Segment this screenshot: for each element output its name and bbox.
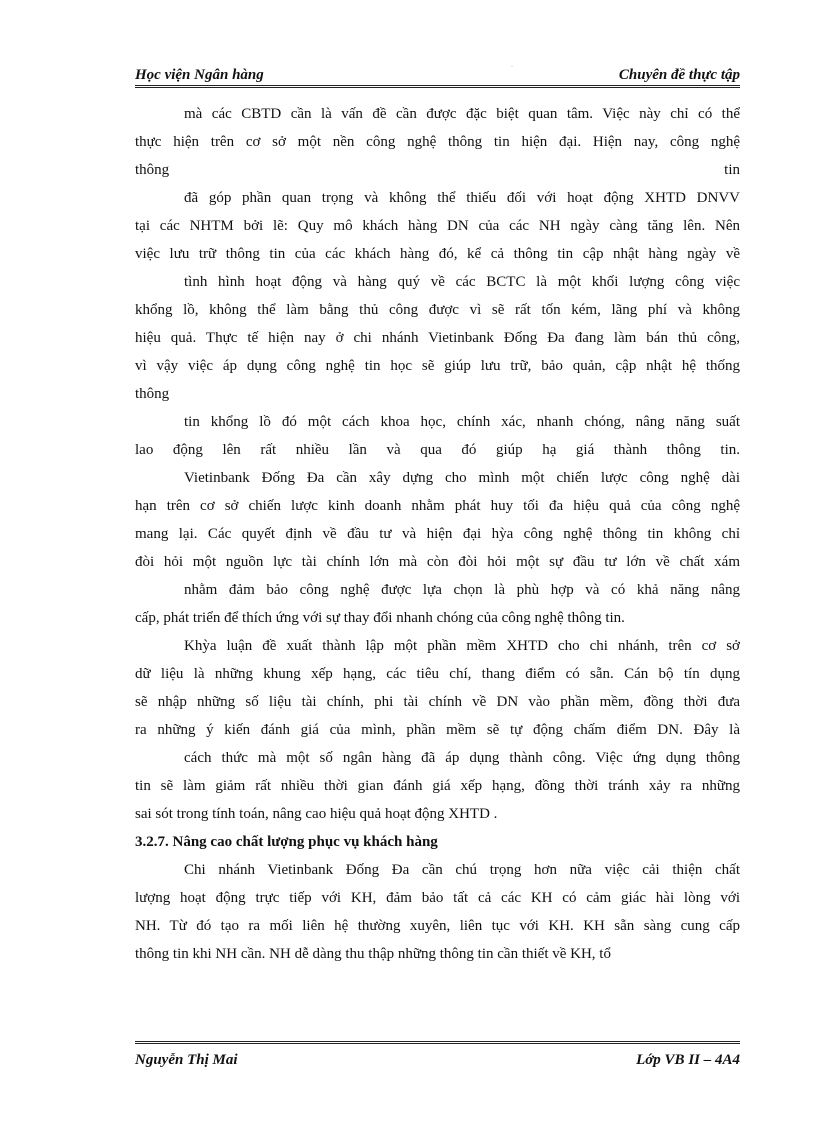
body-line-13: lao động lên rất nhiều lần và qua đó giúp hạ giá thành thông tin. [135, 442, 740, 458]
body-line-10: vì vậy việc áp dụng công nghệ tin học sẽ giúp lưu trữ, bảo quản, cập nhật hệ thống [135, 358, 740, 374]
page-header [135, 60, 740, 88]
body-line-28: lượng hoạt động trực tiếp với KH, đảm bảo tất cả các KH có cảm giác hài lòng với [135, 890, 740, 906]
body-line-30: thông tin khi NH cần. NH dễ dàng thu thập những thông tin cần thiết về KH, tổ [135, 946, 611, 962]
footer-author: Nguyễn Thị Mai [135, 1052, 238, 1068]
body-line-5: tại các NHTM bởi lẽ: Quy mô khách hàng DN của các NH ngày càng tăng lên. Nên [135, 218, 740, 234]
body-line-18: nhằm đảm bảo công nghệ được lựa chọn là phù hợp và có khả năng nâng [184, 582, 740, 598]
page-footer [135, 1041, 740, 1076]
footer-class: Lớp VB II – 4A4 [636, 1052, 740, 1068]
body-line-8: khổng lồ, không thể làm bằng thủ công được vì sẽ rất tốn kém, lãng phí và không [135, 302, 740, 318]
body-line-27: Chi nhánh Vietinbank Đống Đa cần chú trọng hơn nữa việc cải thiện chất [184, 862, 740, 878]
body-line-11: thông [135, 386, 170, 402]
body-line-29: NH. Từ đó tạo ra mối liên hệ thường xuyên, liên tục với KH. KH sẵn sàng cung cấp [135, 918, 740, 934]
body-line-25: tin sẽ làm giảm rất nhiều thời gian đánh giá xếp hạng, đồng thời tránh xảy ra những [135, 778, 740, 794]
body-line-1: mà các CBTD cần là vấn đề cần được đặc biệt quan tâm. Việc này chỉ có thể [184, 106, 740, 122]
body-line-19: cấp, phát triển để thích ứng với sự thay đổi nhanh chóng của công nghệ thông tin. [135, 610, 625, 626]
body-line-4: đã góp phần quan trọng và không thể thiếu đối với hoạt động XHTD DNVV [184, 190, 740, 206]
body-line-21: dữ liệu là những khung xếp hạng, các tiêu chí, thang điểm có sẵn. Cán bộ tín dụng [135, 666, 740, 682]
body-line-17: đòi hỏi một nguồn lực tài chính lớn mà còn đòi hỏi một sự đầu tư lớn về chất xám [135, 554, 740, 570]
body-line-2: thực hiện trên cơ sở một nền công nghệ thông tin hiện đại. Hiện nay, công nghệ [135, 134, 740, 150]
body-line-14: Vietinbank Đống Đa cần xây dựng cho mình một chiến lược công nghệ dài [184, 470, 740, 486]
section-heading: 3.2.7. Nâng cao chất lượng phục vụ khách hàng [135, 834, 438, 850]
body-line-26: sai sót trong tính toán, nâng cao hiệu quả hoạt động XHTD . [135, 806, 498, 822]
body-line-20: Khỳa luận đề xuất thành lập một phần mềm XHTD cho chi nhánh, trên cơ sở [184, 638, 740, 654]
body-line-15: hạn trên cơ sở chiến lược kinh doanh nhằm phát huy tối đa hiệu quả của công nghệ [135, 498, 740, 514]
header-dot: · [511, 64, 513, 70]
body-line-23: ra những ý kiến đánh giá của mình, phần mềm sẽ tự động chấm điểm DN. Đây là [135, 722, 740, 738]
body-line-7: tình hình hoạt động và hàng quý về các BCTC là một khối lượng công việc [184, 274, 740, 290]
body-line-9: hiệu quả. Thực tế hiện nay ở chi nhánh Vietinbank Đống Đa đang làm bán thủ công, [135, 330, 740, 346]
header-right: Chuyên đề thực tập [618, 67, 740, 83]
body-line-24: cách thức mà một số ngân hàng đã áp dụng thành công. Việc ứng dụng thông [184, 750, 740, 766]
body-line-22: sẽ nhập những số liệu tài chính, phi tài chính về DN vào phần mềm, đồng thời đưa [135, 694, 740, 710]
body-line-6: việc lưu trữ thông tin của các khách hàng đó, kể cả thông tin cập nhật hàng ngày về [135, 246, 740, 262]
header-left: Học viện Ngân hàng [135, 67, 264, 83]
body-line-3: thông tin [135, 162, 740, 178]
body-line-12: tin khổng lồ đó một cách khoa học, chính xác, nhanh chóng, nâng năng suất [184, 414, 740, 430]
body-line-16: mang lại. Các quyết định về đầu tư và hiện đại hỳa công nghệ thông tin không chỉ [135, 526, 740, 542]
